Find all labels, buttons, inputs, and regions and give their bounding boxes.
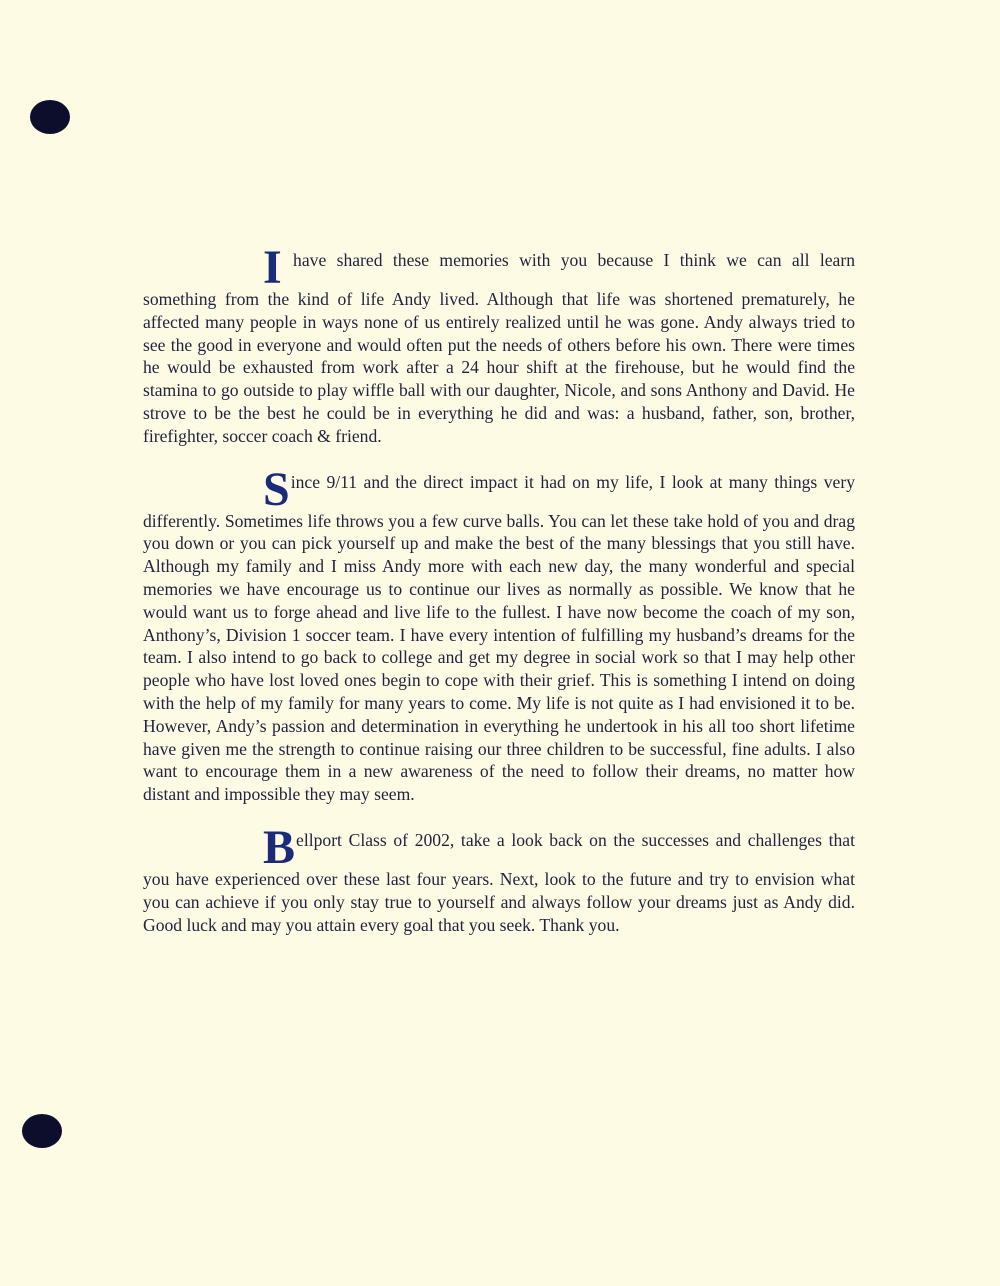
paragraph-bellport-class <box>143 820 855 936</box>
paragraph-since-911 <box>143 462 855 806</box>
dropcap-s: S <box>263 462 290 516</box>
letter-body <box>143 241 855 958</box>
paragraph-text: ellport Class of 2002, take a look back on the successes and challenges that you have experienced over these last four years. Next, look to the future and try to envision what you can achieve if you only stay true to yourself and always follow your dreams just as Andy did. Good luck and may you attain every goal that you seek. Thank you. <box>143 829 855 935</box>
punch-hole-top <box>30 100 70 134</box>
paragraph-text: have shared these memories with you because I think we can all learn something from the kind of life Andy lived. Although that life was shortened prematurely, he affected many people in ways none of us entirely realized until he was gone. Andy always tried to see the good in everyone and would often put the needs of others before his own. There were times he would be exhausted from work after a 24 hour shift at the firehouse, but he would find the stamina to go outside to play wiffle ball with our daughter, Nicole, and sons Anthony and David. He strove to be the best he could be in everything he did and was: a husband, father, son, brother, firefighter, soccer coach & friend. <box>143 250 855 446</box>
paragraph-text: ince 9/11 and the direct impact it had on my life, I look at many things very differently. Sometimes life throws you a few curve balls. You can let these take hold of you and drag you down or you can pick yourself up and make the best of the many blessings that you still have. Although my family and I miss Andy more with each new day, the many wonderful and special memories we have encourage us to continue our lives as normally as possible. We know that he would want us to forge ahead and live life to the fullest. I have now become the coach of my son, Anthony’s, Division 1 soccer team. I have every intention of fulfilling my husband’s dreams for the team. I also intend to go back to college and get my degree in social work so that I may help other people who have lost loved ones begin to cope with their grief. This is something I intend on doing with the help of my family for many years to come. My life is not quite as I had envisioned it to be. However, Andy’s passion and determination in everything he undertook in his all too short lifetime have given me the strength to continue raising our three children to be successful, fine adults. I also want to encourage them in a new awareness of the need to follow their dreams, no matter how distant and impossible they may seem. <box>143 471 855 805</box>
dropcap-i: I <box>263 241 282 294</box>
dropcap-b: B <box>263 820 296 874</box>
punch-hole-bottom <box>22 1114 62 1148</box>
paragraph-memories <box>143 241 855 448</box>
